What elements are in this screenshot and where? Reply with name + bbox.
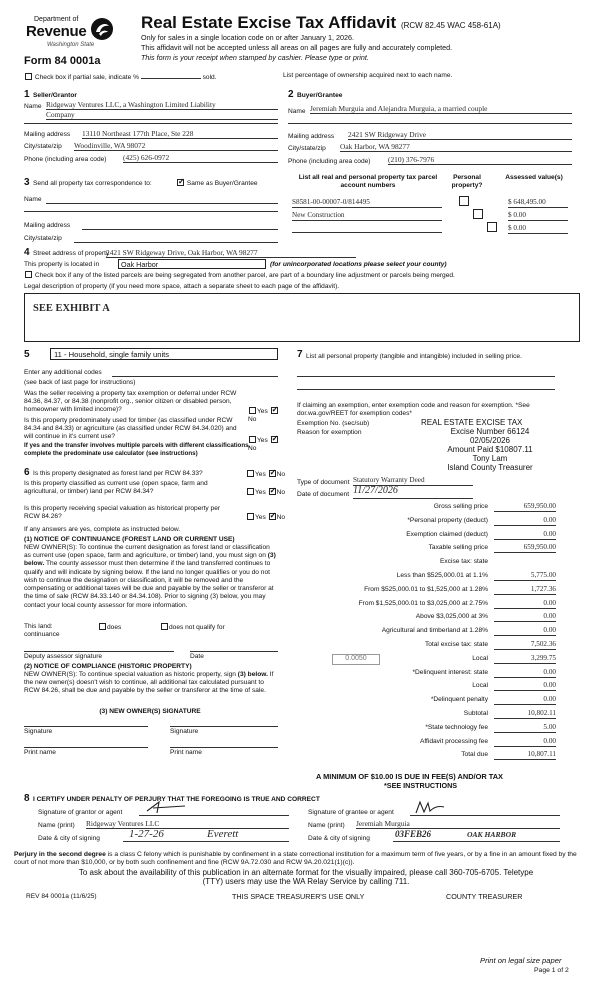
legal-description-label: Legal description of property (if you need more space, attach a separate sheet to each page of the affidavit).	[24, 283, 340, 290]
segregated-row	[24, 271, 455, 280]
grantor-date-city-field[interactable]	[123, 827, 289, 842]
seller-city-field[interactable]: Woodinville, WA 98072	[74, 141, 278, 151]
minimum-due-note: A MINIMUM OF $10.00 IS DUE IN FEE(S) AND/OR TAX	[316, 772, 503, 781]
form-title: Real Estate Excise Tax Affidavit	[141, 13, 397, 32]
calc-row	[297, 737, 556, 748]
exemption-deferral-question: Was the seller receiving a property tax exemption or deferral under RCW 84.36, 84.37, or 84.38 (nonprofit org., senior citizen or disabled person, homeowner with limited income)?	[24, 390, 237, 414]
new-owner-signature-label-2: Signature	[170, 728, 199, 735]
grantee-signature-label: Signature of grantee or agent	[308, 809, 394, 816]
grantor-signature-scribble	[145, 799, 205, 815]
seller-phone-label: Phone (including area code)	[24, 156, 107, 163]
grantor-signature-label: Signature of grantor or agent	[38, 809, 123, 816]
forest-land-number: 6	[24, 467, 30, 478]
calc-label: *Delinquent penalty	[430, 696, 488, 704]
dor-logo	[22, 14, 122, 58]
calc-label: Agricultural and timberland at 1.28%	[381, 627, 488, 635]
stamp-line-6: Island County Treasurer	[447, 462, 533, 472]
buyer-address-label: Mailing address	[288, 133, 335, 140]
parcel-personal-checkbox[interactable]	[487, 222, 497, 232]
perjury-notice	[14, 851, 584, 867]
additional-codes-field[interactable]	[112, 368, 278, 377]
forest-answer	[246, 470, 285, 479]
parcel-personal-checkbox[interactable]	[459, 196, 469, 206]
document-type-label: Type of document	[297, 479, 350, 486]
calc-row	[297, 723, 556, 734]
seller-heading: Seller/Grantor	[33, 92, 77, 99]
deputy-assessor-signature-label: Deputy assessor signature	[24, 653, 103, 660]
continuance-body	[24, 544, 276, 610]
correspondence-number: 3	[24, 177, 30, 188]
seller-address-label: Mailing address	[24, 131, 71, 138]
parcel-value-field[interactable]: $ 0.00	[508, 224, 568, 234]
grantee-date-city-label: Date & city of signing	[308, 835, 370, 842]
calc-value[interactable]: 0.00	[494, 681, 556, 691]
current-use-yes-checkbox[interactable]	[247, 488, 254, 495]
deputy-date-label: Date	[190, 653, 204, 660]
continuance-heading: (1) NOTICE OF CONTINUANCE (FOREST LAND OR CURRENT USE)	[24, 536, 235, 543]
dept-label: Department of	[34, 16, 79, 23]
compliance-text-a: NEW OWNER(S): To continue special valuation as historic property, sign	[24, 671, 236, 678]
exemption-deferral-yes-checkbox[interactable]	[249, 407, 256, 414]
yes-label: Yes	[255, 489, 266, 496]
historic-no-checkbox[interactable]	[269, 513, 276, 520]
alt-format-line-1: To ask about the availability of this publication in an alternate format for the visually impaired, please call 360-705-6705. Teletype	[78, 868, 534, 877]
grantor-date-city-label: Date & city of signing	[38, 835, 100, 842]
compliance-text-b: If the new owner(s) doesn't wish to continue, all additional tax calculated pursuant to RCW 84.26, shall be due and payable by the seller or transferor at the time of sale.	[24, 671, 274, 695]
grantee-city: OAK HARBOR	[467, 830, 517, 839]
street-label: Street address of property	[33, 250, 110, 257]
buyer-phone-field[interactable]: (210) 376-7976	[388, 155, 572, 165]
county-treasurer-label: COUNTY TREASURER	[446, 892, 523, 901]
personal-property-label: List all personal property (tangible and intangible) included in selling price.	[306, 353, 522, 360]
legal-description-text: SEE EXHIBIT A	[33, 303, 110, 314]
tax-calculation	[297, 502, 556, 762]
calc-value[interactable]: 0.00	[494, 599, 556, 609]
local-rate-field[interactable]: 0.0050	[332, 654, 380, 665]
exemption-deferral-answer	[248, 407, 286, 424]
calc-value[interactable]: 1,727.36	[494, 585, 556, 595]
does-not-label: does not qualify for	[169, 624, 225, 631]
seller-phone-field[interactable]: (425) 626-0972	[123, 153, 278, 163]
calc-value[interactable]: 0.00	[494, 695, 556, 705]
state-label: Washington State	[47, 42, 95, 48]
seller-section	[24, 89, 276, 169]
compliance-body	[24, 671, 276, 696]
correspondence-address-field[interactable]	[82, 221, 278, 230]
correspondence-address-label: Mailing address	[24, 222, 71, 229]
exemption-deferral-no-checkbox[interactable]	[271, 407, 278, 414]
compliance-heading: (2) NOTICE OF COMPLIANCE (HISTORIC PROPERTY)	[24, 663, 192, 670]
seller-name-field[interactable]: Ridgeway Ventures LLC, a Washington Limited Liability	[46, 100, 278, 110]
calc-label: *Personal property (deduct)	[407, 516, 488, 524]
stamp-line-3: 02/05/2026	[469, 435, 511, 445]
calc-label: Less than $525,000.01 at 1.1%	[396, 572, 488, 579]
see-instructions-note: *SEE INSTRUCTIONS	[384, 781, 458, 790]
location-select[interactable]: Oak Harbor	[118, 259, 266, 269]
calc-row	[297, 709, 556, 720]
if-yes-note: If any answers are yes, complete as instructed below.	[24, 526, 181, 533]
buyer-address-field[interactable]: 2421 SW Ridgeway Drive	[348, 130, 572, 140]
no-label: No	[276, 471, 286, 478]
grantee-name-field[interactable]: Jeremiah Murguia	[356, 819, 560, 829]
same-as-buyer-checkbox[interactable]	[177, 179, 184, 186]
continuance-text-b: The county assessor must then determine if the land transferred continues to qualify and will indicate by signing below. If the land no longer qualifies or you do not wish to continue the designation or classification, it will be removed and the compensating or additional taxes will be due and payable by the seller or transferor at the time of sale (RCW 84.33.140 or 84.34.108). Prior to signing (3) below, you may contact your local county assessor for more information.	[24, 560, 274, 609]
stamp-line-2: Excise Number 66124	[450, 426, 530, 436]
calc-value[interactable]: 5.00	[494, 723, 556, 733]
form-rcw: (RCW 82.45 WAC 458-61A)	[400, 21, 501, 30]
header-instruction-2: This affidavit will not be accepted unless all areas on all pages are fully and accurately completed.	[141, 43, 453, 52]
segregated-label: Check box if any of the listed parcels are being segregated from another parcel, are part of a boundary line adjustment or parcels being merged.	[34, 272, 455, 279]
perjury-heading: Perjury in the second degree	[14, 851, 106, 858]
buyer-city-field[interactable]: Oak Harbor, WA 98277	[340, 142, 572, 152]
calc-value[interactable]: 3,299.75	[494, 654, 556, 664]
timber-answer	[248, 436, 286, 453]
same-as-buyer-label: Same as Buyer/Grantee	[186, 180, 258, 187]
partial-sale-row	[24, 73, 217, 82]
timber-question: Is this property predominately used for timber (as classified under RCW 84.34 and 84.33) or agriculture (as classified under RCW 84.34.020) and will continue in it's current use?	[24, 417, 237, 441]
legal-paper-note: Print on legal size paper	[480, 956, 562, 965]
ownership-note: List percentage of ownership acquired next to each name.	[283, 72, 453, 79]
calc-row	[297, 640, 556, 651]
additional-codes-note: (see back of last page for instructions)	[24, 379, 136, 386]
street-field[interactable]: 2421 SW Ridgeway Drive, Oak Harbor, WA 98277	[106, 248, 356, 258]
continuance-text-a: NEW OWNER(S): To continue the current designation as forest land or classification as current use (open space, farm and agriculture, or timber) land, you must sign on	[24, 544, 270, 560]
no-label: No	[276, 514, 286, 521]
correspondence-name-field[interactable]	[46, 195, 278, 204]
calc-row	[297, 654, 556, 665]
calc-value[interactable]: 5,775.00	[494, 571, 556, 581]
continuance-text-bold: (3) below.	[24, 552, 276, 568]
parcel-value-field[interactable]: $ 648,495.00	[508, 198, 568, 208]
partial-sale-percent-field[interactable]	[141, 78, 201, 79]
buyer-phone-label: Phone (including area code)	[288, 158, 371, 165]
grantor-date: 1-27-26	[129, 828, 164, 840]
calc-label: *State technology fee	[425, 723, 488, 731]
current-use-answer	[246, 488, 285, 497]
header-instruction-1: Only for sales in a single location code on or after January 1, 2026.	[141, 33, 354, 42]
buyer-name-label: Name	[288, 108, 306, 115]
certification-number: 8	[24, 793, 30, 804]
calc-label: Exemption claimed (deduct)	[406, 530, 488, 538]
buyer-heading: Buyer/Grantee	[297, 92, 343, 99]
calc-label: Subtotal	[463, 710, 488, 717]
seller-name-label: Name	[24, 103, 42, 110]
yes-label: Yes	[257, 437, 268, 444]
new-owner-print-name-label: Print name	[24, 749, 56, 756]
no-label: No	[276, 489, 286, 496]
calc-row	[297, 571, 556, 582]
calc-label: Above $3,025,000 at 3%	[415, 613, 488, 621]
calc-value[interactable]: 10,802.11	[494, 709, 556, 719]
calc-row	[297, 530, 556, 541]
calc-row	[297, 750, 556, 761]
correspondence-section	[24, 177, 280, 247]
document-date-label: Date of document	[297, 491, 350, 498]
calc-value[interactable]: 10,807.11	[494, 750, 556, 760]
segregated-checkbox[interactable]	[25, 271, 32, 278]
calc-value[interactable]: 0.00	[494, 612, 556, 622]
treasurer-receipt-stamp	[415, 419, 565, 473]
qualify-does	[98, 623, 121, 632]
calc-label: Excise tax: state	[439, 558, 488, 566]
document-date-field[interactable]: 11/27/2026	[353, 485, 473, 499]
parcel-table	[288, 174, 576, 244]
partial-sale-checkbox[interactable]	[25, 73, 32, 80]
grantor-city: Everett	[207, 828, 239, 840]
calc-value[interactable]: 0.00	[494, 626, 556, 636]
qualify-does-not	[160, 623, 225, 632]
does-label: does	[107, 624, 122, 631]
stamp-line-4: Amount Paid $10807.11	[447, 444, 533, 454]
grantor-signature-field[interactable]	[139, 802, 289, 816]
correspondence-label: Send all property tax correspondence to:	[33, 180, 152, 187]
land-use-section	[24, 349, 286, 459]
calc-value[interactable]: 659,950.00	[494, 502, 556, 512]
calc-row	[297, 612, 556, 623]
calc-row	[297, 681, 556, 692]
exemption-note: If claiming an exemption, enter exemption code and reason for exemption. *See dor.wa.gov/REET for exemption codes*	[297, 402, 530, 418]
current-use-no-checkbox[interactable]	[269, 488, 276, 495]
certification-statement: I CERTIFY UNDER PENALTY OF PERJURY THAT THE FOREGOING IS TRUE AND CORRECT	[33, 796, 320, 803]
calc-value[interactable]: 659,950.00	[494, 543, 556, 553]
certification-section	[24, 793, 580, 847]
buyer-section	[288, 89, 576, 169]
parcel-account-field[interactable]: New Construction	[292, 211, 442, 221]
property-section-number: 4	[24, 247, 30, 258]
calc-row	[297, 599, 556, 610]
grantor-name-field[interactable]: Ridgeway Ventures LLC	[86, 819, 289, 829]
header-title-block	[141, 12, 581, 33]
calc-value[interactable]: 0.00	[494, 516, 556, 526]
parcel-header-accounts: List all real and personal property tax parcel account numbers	[298, 174, 438, 190]
seller-section-number: 1	[24, 89, 30, 100]
dor-swirl-icon	[90, 17, 114, 41]
parcel-account-field[interactable]	[292, 224, 442, 233]
continuance-label: continuance	[24, 631, 60, 638]
calc-value[interactable]: 7,502.36	[494, 640, 556, 650]
stamp-line-5: Tony Lam	[472, 453, 508, 463]
seller-name-field-2[interactable]: Company	[46, 110, 278, 120]
calc-label: Total excise tax: state	[424, 641, 488, 648]
additional-codes-label: Enter any additional codes	[24, 369, 102, 376]
new-owner-signature-heading: (3) NEW OWNER(S) SIGNATURE	[99, 708, 201, 715]
form-number: Form 84 0001a	[24, 55, 101, 67]
buyer-city-label: City/state/zip	[288, 145, 326, 152]
alt-format-line-2: (TTY) users may use the WA Relay Service by calling 711.	[202, 877, 410, 886]
document-type-field[interactable]: Statutory Warranty Deed	[353, 476, 473, 486]
new-owner-signature-label: Signature	[24, 728, 53, 735]
forest-yes-checkbox[interactable]	[247, 470, 254, 477]
calc-row	[297, 502, 556, 513]
calc-label: Gross selling price	[433, 503, 488, 510]
historic-question: Is this property receiving special valuation as historical property per RCW 84.26?	[24, 505, 221, 521]
same-as-buyer-option	[176, 179, 258, 188]
revenue-wordmark: Revenue	[26, 23, 87, 40]
correspondence-city-label: City/state/zip	[24, 235, 62, 242]
parcel-account-field[interactable]: S8581-00-00007-0/814495	[292, 198, 442, 208]
calc-label: Affidavit processing fee	[419, 737, 488, 745]
yes-label: Yes	[255, 514, 266, 521]
located-label: This property is located in	[24, 261, 100, 268]
timber-question-note: If yes and the transfer involves multiple parcels with different classifications, complete the predominate use calculator (see instructions)	[24, 442, 251, 457]
calc-row	[297, 585, 556, 596]
forest-no-checkbox[interactable]	[269, 470, 276, 477]
partial-sale-sold-label: sold.	[202, 74, 217, 81]
seller-address-field[interactable]: 13110 Northeast 177th Place, Ste 228	[82, 129, 278, 139]
qualify-does-checkbox[interactable]	[99, 623, 106, 630]
exemption-reason-label: Reason for exemption	[297, 429, 362, 436]
personal-property-number: 7	[297, 349, 303, 360]
historic-yes-checkbox[interactable]	[247, 513, 254, 520]
calc-value[interactable]: 0.00	[494, 668, 556, 678]
land-use-select[interactable]: 11 - Household, single family units	[50, 348, 278, 360]
correspondence-name-label: Name	[24, 196, 42, 203]
calc-row	[297, 668, 556, 679]
calc-row	[297, 516, 556, 527]
calc-row	[297, 543, 556, 554]
timber-yes-checkbox[interactable]	[249, 436, 256, 443]
calc-label: Taxable selling price	[428, 544, 488, 552]
buyer-name-field[interactable]: Jeremiah Murguia and Alejandra Murguia, a married couple	[310, 104, 572, 114]
grantee-date: 03FEB26	[395, 829, 432, 839]
no-label: No	[248, 445, 257, 453]
yes-label: Yes	[255, 471, 266, 478]
calc-value[interactable]: 0.00	[494, 737, 556, 747]
timber-no-checkbox[interactable]	[271, 436, 278, 443]
perjury-text: is a class C felony which is punishable by confinement in a state correctional institution for a maximum term of five years, or by a fine in an amount fixed by the court of not more than $10,000, or by both such confinement and fine (RCW 9A.72.030 and RCW 9A.20.021(1)(c)).	[14, 851, 577, 867]
grantee-date-city-field[interactable]	[393, 828, 560, 842]
calc-label: Local	[472, 654, 488, 662]
grantee-signature-scribble	[414, 799, 454, 816]
stamp-line-1: REAL ESTATE EXCISE TAX	[421, 418, 523, 427]
calc-label: *Delinquent interest: state	[412, 668, 488, 676]
no-label: No	[248, 416, 257, 424]
legal-description-box[interactable]	[24, 293, 580, 342]
page-number: Page 1 of 2	[534, 967, 569, 974]
forest-question: Is this property designated as forest land per RCW 84.33?	[33, 470, 203, 477]
historic-answer	[246, 513, 285, 522]
this-land-label: This land:	[24, 623, 53, 630]
header-instruction-3: This form is your receipt when stamped by cashier. Please type or print.	[141, 53, 369, 62]
compliance-text-bold: (3) below.	[237, 671, 268, 678]
parcel-personal-checkbox[interactable]	[473, 209, 483, 219]
forest-land-section	[24, 467, 286, 767]
new-owner-print-name-label-2: Print name	[170, 749, 202, 756]
treasurer-use-only-label: THIS SPACE TREASURER'S USE ONLY	[232, 892, 365, 901]
exemption-number-label: Exemption No. (sec/sub)	[297, 420, 370, 427]
land-use-number: 5	[24, 349, 30, 360]
seller-city-label: City/state/zip	[24, 143, 62, 150]
personal-property-section	[297, 349, 580, 509]
qualify-does-not-checkbox[interactable]	[161, 623, 168, 630]
grantor-name-label: Name (print)	[38, 822, 75, 829]
calc-row	[297, 557, 556, 568]
current-use-question: Is this property classified as current use (open space, farm and agricultural, or timber) land per RCW 84.34?	[24, 480, 208, 496]
correspondence-city-field[interactable]	[74, 234, 278, 243]
partial-sale-label: Check box if partial sale, indicate %	[34, 74, 139, 81]
grantee-name-label: Name (print)	[308, 822, 345, 829]
calc-label: From $525,000.01 to $1,525,000 at 1.28%	[364, 585, 488, 593]
calc-row	[297, 695, 556, 706]
parcel-header-personal: Personal property?	[451, 174, 483, 190]
unincorporated-note: (for unincorporated locations please select your county)	[270, 261, 447, 268]
parcel-header-assessed: Assessed value(s)	[505, 174, 563, 181]
calc-label: Local	[472, 682, 488, 690]
calc-label: Total due	[461, 751, 488, 759]
calc-row	[297, 626, 556, 637]
revision-code: REV 84 0001a (11/6/25)	[26, 893, 97, 900]
yes-label: Yes	[257, 408, 268, 415]
grantee-signature-field[interactable]	[410, 802, 560, 816]
parcel-value-field[interactable]: $ 0.00	[508, 211, 568, 221]
calc-value[interactable]: 0.00	[494, 530, 556, 540]
calc-label: From $1,525,000.01 to $3,025,000 at 2.75%	[358, 599, 488, 607]
property-section	[24, 247, 580, 343]
buyer-section-number: 2	[288, 89, 294, 100]
